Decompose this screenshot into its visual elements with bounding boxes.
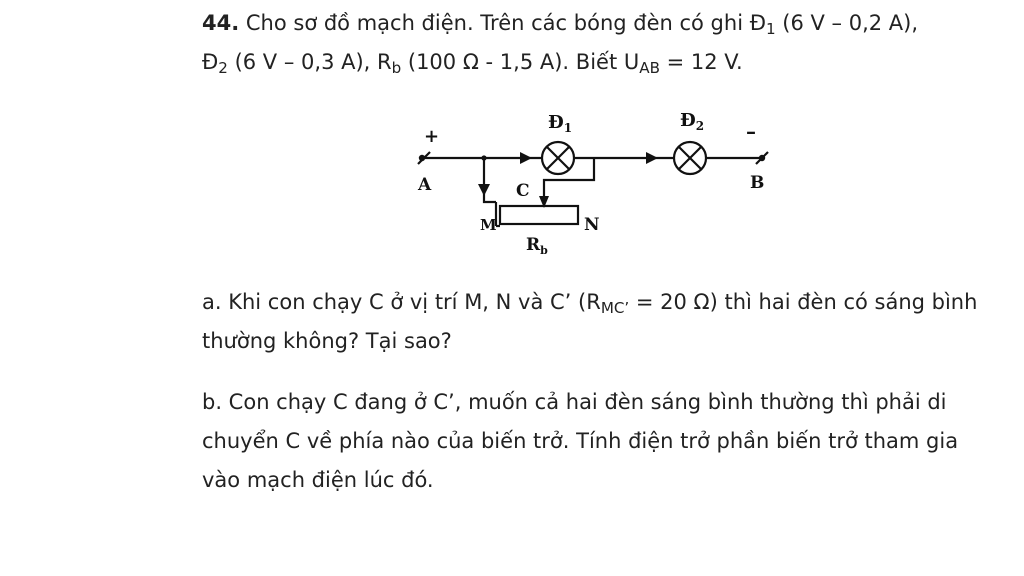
node-b-dot bbox=[759, 155, 765, 161]
rheostat-label: $R_b$ bbox=[526, 235, 548, 257]
node-a-dot bbox=[419, 155, 425, 161]
lamp2-label: $Đ_2$ bbox=[680, 110, 705, 133]
rheostat-body bbox=[500, 206, 578, 224]
uab-value: = 12 V. bbox=[659, 50, 743, 74]
part-a-question: a. Khi con chạy C ở vị trí M, N và C’ ($R_{MC’} = 20$ Ω) thì hai đèn có sáng bình thường không? Tại sao? bbox=[202, 290, 978, 353]
part-a-subscript: MC’ bbox=[600, 298, 630, 317]
problem-statement bbox=[202, 4, 1002, 82]
arrow-right-2 bbox=[646, 152, 658, 164]
junction-dot bbox=[481, 155, 486, 160]
problem-number: 44. bbox=[202, 11, 240, 35]
arrow-down bbox=[478, 184, 490, 196]
rb-rating: (100 Ω - 1,5 A). Biết U bbox=[401, 50, 640, 74]
intro-text: Cho sơ đồ mạch điện. Trên các bóng đèn có ghi Đ bbox=[245, 11, 766, 35]
d1-subscript: 1 bbox=[765, 19, 776, 38]
end-n-label: N bbox=[584, 215, 600, 235]
d2-label: Đ bbox=[202, 50, 219, 74]
node-b-label: B bbox=[750, 173, 765, 193]
d2-rating: (6 V – 0,3 A), R bbox=[227, 50, 392, 74]
d1-rating: (6 V – 0,2 A), bbox=[775, 11, 919, 35]
wire-branch-left bbox=[484, 158, 496, 202]
slider-c-label: C bbox=[516, 181, 530, 201]
d2-subscript: 2 bbox=[218, 58, 228, 77]
lamp1-label: $Đ_1$ bbox=[548, 112, 573, 135]
plus-sign: + bbox=[424, 126, 440, 147]
uab-subscript: AB bbox=[639, 58, 660, 77]
circuit-diagram bbox=[400, 100, 780, 260]
end-m-label: M bbox=[480, 216, 497, 234]
part-b-question: b. Con chạy C đang ở C’, muốn cả hai đèn sáng bình thường thì phải di chuyển C về phía nào của biến trở. Tính điện trở phần biến trở tham gia vào mạch điện lúc đó. bbox=[202, 390, 959, 492]
node-a-label: A bbox=[418, 175, 432, 195]
arrow-right-1 bbox=[520, 152, 532, 164]
rb-subscript: b bbox=[391, 58, 402, 77]
minus-sign: – bbox=[746, 119, 756, 143]
